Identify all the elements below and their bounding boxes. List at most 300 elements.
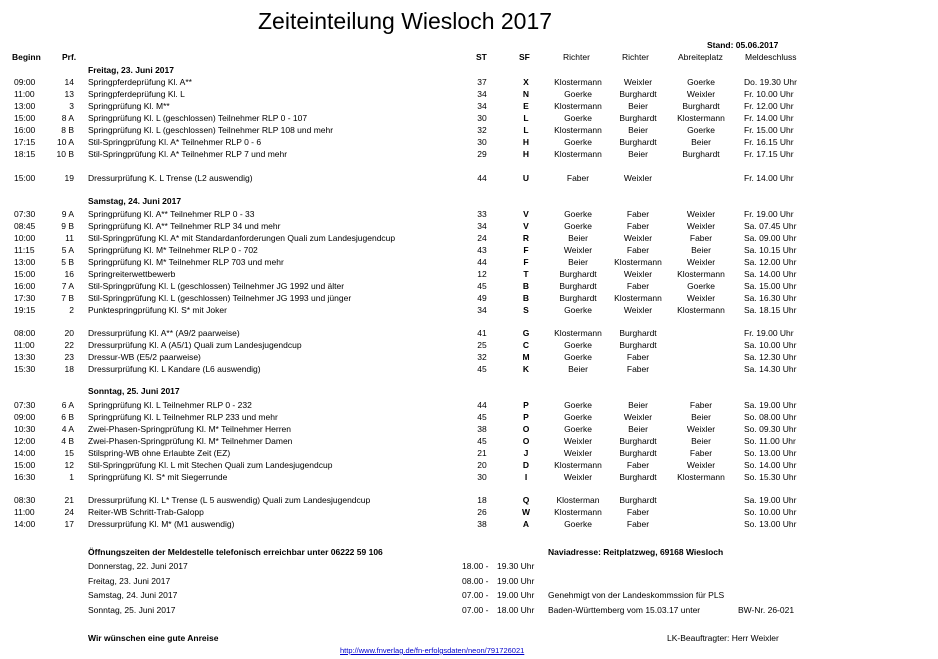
cell-time: 08:30 bbox=[14, 495, 36, 505]
oeffnungszeiten-heading: Öffnungszeiten der Meldestelle telefonisch erreichbar unter 06222 59 106 bbox=[88, 547, 383, 557]
cell-richter-2: Faber bbox=[626, 352, 650, 362]
cell-description: Springprüfung Kl. M** bbox=[88, 101, 170, 111]
cell-sf: C bbox=[522, 340, 530, 350]
cell-richter-1: Goerke bbox=[564, 412, 592, 422]
cell-prf: 6 B bbox=[61, 412, 74, 422]
cell-time: 16:30 bbox=[14, 472, 36, 482]
table-row bbox=[0, 101, 938, 112]
cell-time: 09:00 bbox=[14, 412, 36, 422]
cell-description: Zwei-Phasen-Springprüfung Kl. M* Teilnehmer Damen bbox=[88, 436, 293, 446]
cell-richter-1: Beier bbox=[568, 257, 588, 267]
cell-st: 34 bbox=[477, 305, 487, 315]
cell-time: 09:00 bbox=[14, 77, 36, 87]
opening-day: Donnerstag, 22. Juni 2017 bbox=[88, 561, 188, 571]
cell-richter-1: Goerke bbox=[564, 352, 592, 362]
cell-st: 45 bbox=[477, 436, 487, 446]
cell-sf: F bbox=[523, 245, 529, 255]
cell-time: 15:00 bbox=[14, 460, 36, 470]
cell-richter-2: Weixler bbox=[623, 305, 653, 315]
cell-meldeschluss: So. 10.00 Uhr bbox=[744, 507, 797, 517]
cell-richter-1: Beier bbox=[568, 233, 588, 243]
cell-richter-2: Faber bbox=[626, 245, 650, 255]
cell-richter-2: Faber bbox=[626, 209, 650, 219]
cell-description: Reiter-WB Schritt-Trab-Galopp bbox=[88, 507, 204, 517]
table-row bbox=[0, 281, 938, 292]
cell-st: 41 bbox=[477, 328, 487, 338]
opening-day: Samstag, 24. Juni 2017 bbox=[88, 590, 178, 600]
header-prf: Prf. bbox=[62, 52, 77, 62]
cell-sf: R bbox=[522, 233, 530, 243]
cell-sf: E bbox=[523, 101, 529, 111]
cell-richter-2: Beier bbox=[628, 424, 648, 434]
cell-prf: 4 A bbox=[61, 424, 74, 434]
cell-richter-1: Goerke bbox=[564, 113, 592, 123]
header-meldeschluss: Meldeschluss bbox=[745, 52, 797, 62]
cell-st: 32 bbox=[477, 352, 487, 362]
cell-st: 30 bbox=[477, 113, 487, 123]
cell-richter-2: Klostermann bbox=[614, 257, 662, 267]
cell-richter-2: Burghardt bbox=[619, 113, 657, 123]
cell-richter-1: Klostermann bbox=[554, 77, 602, 87]
cell-meldeschluss: Sa. 10.00 Uhr bbox=[744, 340, 797, 350]
cell-prf: 17 bbox=[64, 519, 74, 529]
cell-prf: 16 bbox=[64, 269, 74, 279]
cell-richter-2: Burghardt bbox=[619, 472, 657, 482]
table-row bbox=[0, 472, 938, 483]
cell-prf: 18 bbox=[64, 364, 74, 374]
cell-sf: K bbox=[522, 364, 530, 374]
cell-richter-2: Weixler bbox=[623, 77, 653, 87]
cell-sf: G bbox=[522, 328, 530, 338]
cell-richter-1: Klosterman bbox=[556, 495, 600, 505]
table-row bbox=[0, 173, 938, 184]
table-row bbox=[0, 305, 938, 316]
cell-st: 24 bbox=[477, 233, 487, 243]
cell-abreiteplatz: Klostermann bbox=[677, 113, 725, 123]
cell-st: 25 bbox=[477, 340, 487, 350]
cell-description: Stil-Springprüfung Kl. A* mit Standardanforderungen Quali zum Landesjugendcup bbox=[88, 233, 396, 243]
cell-richter-2: Burghardt bbox=[619, 495, 657, 505]
cell-sf: P bbox=[523, 412, 529, 422]
cell-st: 18 bbox=[477, 495, 487, 505]
cell-prf: 4 B bbox=[61, 436, 74, 446]
cell-description: Dressur-WB (E5/2 paarweise) bbox=[88, 352, 201, 362]
cell-st: 49 bbox=[477, 293, 487, 303]
cell-abreiteplatz: Beier bbox=[691, 245, 711, 255]
cell-description: Stilspring-WB ohne Erlaubte Zeit (EZ) bbox=[88, 448, 231, 458]
day-heading-friday: Freitag, 23. Juni 2017 bbox=[88, 65, 174, 75]
cell-richter-1: Goerke bbox=[564, 209, 592, 219]
cell-richter-2: Burghardt bbox=[619, 89, 657, 99]
cell-description: Springprüfung Kl. M* Teilnehmer RLP 0 - 702 bbox=[88, 245, 258, 255]
cell-st: 21 bbox=[477, 448, 487, 458]
cell-prf: 5 B bbox=[61, 257, 74, 267]
cell-richter-1: Goerke bbox=[564, 137, 592, 147]
cell-meldeschluss: So. 13.00 Uhr bbox=[744, 519, 797, 529]
cell-prf: 9 A bbox=[61, 209, 74, 219]
cell-description: Springprüfung Kl. L Teilnehmer RLP 0 - 232 bbox=[88, 400, 252, 410]
cell-time: 11:00 bbox=[14, 507, 35, 517]
table-row bbox=[0, 293, 938, 304]
cell-abreiteplatz: Goerke bbox=[687, 281, 715, 291]
opening-day: Freitag, 23. Juni 2017 bbox=[88, 576, 171, 586]
cell-meldeschluss: Fr. 14.00 Uhr bbox=[744, 173, 794, 183]
cell-meldeschluss: So. 08.00 Uhr bbox=[744, 412, 797, 422]
cell-abreiteplatz: Klostermann bbox=[677, 305, 725, 315]
cell-meldeschluss: Sa. 07.45 Uhr bbox=[744, 221, 797, 231]
cell-abreiteplatz: Weixler bbox=[686, 257, 716, 267]
table-row bbox=[0, 77, 938, 88]
cell-st: 43 bbox=[477, 245, 487, 255]
cell-description: Springprüfung Kl. L (geschlossen) Teilnehmer RLP 108 und mehr bbox=[88, 125, 334, 135]
cell-prf: 8 B bbox=[61, 125, 74, 135]
cell-st: 44 bbox=[477, 173, 487, 183]
cell-prf: 12 bbox=[64, 460, 74, 470]
cell-time: 13:30 bbox=[14, 352, 36, 362]
cell-time: 10:00 bbox=[14, 233, 36, 243]
cell-prf: 9 B bbox=[61, 221, 74, 231]
bw-text: Baden-Württemberg vom 15.03.17 unter bbox=[548, 605, 701, 615]
table-row bbox=[0, 495, 938, 506]
cell-st: 37 bbox=[477, 77, 487, 87]
cell-richter-1: Weixler bbox=[563, 448, 593, 458]
table-row bbox=[0, 519, 938, 530]
cell-richter-1: Burghardt bbox=[559, 293, 597, 303]
cell-sf: L bbox=[523, 113, 529, 123]
cell-description: Stil-Springprüfung Kl. A* Teilnehmer RLP 7 und mehr bbox=[88, 149, 288, 159]
cell-richter-2: Weixler bbox=[623, 233, 653, 243]
cell-richter-1: Goerke bbox=[564, 305, 592, 315]
results-link[interactable]: http://www.fnverlag.de/fn-erfolgsdaten/neon/791726021 bbox=[340, 646, 525, 655]
cell-st: 33 bbox=[477, 209, 487, 219]
cell-richter-1: Goerke bbox=[564, 221, 592, 231]
cell-st: 29 bbox=[477, 149, 487, 159]
cell-st: 12 bbox=[477, 269, 487, 279]
cell-prf: 23 bbox=[64, 352, 74, 362]
opening-from: 08.00 - bbox=[462, 576, 489, 586]
cell-time: 10:30 bbox=[14, 424, 36, 434]
table-row bbox=[0, 89, 938, 100]
cell-sf: J bbox=[523, 448, 529, 458]
table-row bbox=[0, 269, 938, 280]
cell-richter-1: Goerke bbox=[564, 400, 592, 410]
cell-richter-2: Burghardt bbox=[619, 137, 657, 147]
farewell-text: Wir wünschen eine gute Anreise bbox=[88, 633, 219, 643]
cell-richter-2: Beier bbox=[628, 149, 648, 159]
cell-richter-1: Burghardt bbox=[559, 281, 597, 291]
stand-date: Stand: 05.06.2017 bbox=[707, 40, 779, 50]
cell-abreiteplatz: Weixler bbox=[686, 209, 716, 219]
cell-meldeschluss: So. 15.30 Uhr bbox=[744, 472, 797, 482]
cell-meldeschluss: Sa. 09.00 Uhr bbox=[744, 233, 797, 243]
cell-richter-1: Weixler bbox=[563, 436, 593, 446]
cell-st: 38 bbox=[477, 519, 487, 529]
cell-time: 19:15 bbox=[14, 305, 36, 315]
cell-description: Dressurprüfung Kl. A (A5/1) Quali zum Landesjugendcup bbox=[88, 340, 302, 350]
cell-richter-1: Klostermann bbox=[554, 125, 602, 135]
cell-sf: D bbox=[522, 460, 530, 470]
cell-abreiteplatz: Weixler bbox=[686, 89, 716, 99]
cell-richter-1: Goerke bbox=[564, 89, 592, 99]
cell-time: 11:00 bbox=[14, 340, 35, 350]
cell-abreiteplatz: Burghardt bbox=[682, 149, 720, 159]
cell-st: 26 bbox=[477, 507, 487, 517]
cell-time: 17:15 bbox=[14, 137, 36, 147]
cell-meldeschluss: Fr. 17.15 Uhr bbox=[744, 149, 794, 159]
cell-meldeschluss: Sa. 19.00 Uhr bbox=[744, 400, 797, 410]
day-heading-saturday: Samstag, 24. Juni 2017 bbox=[88, 196, 182, 206]
opening-to: 19.00 Uhr bbox=[497, 576, 535, 586]
cell-meldeschluss: Sa. 18.15 Uhr bbox=[744, 305, 797, 315]
cell-richter-1: Klostermann bbox=[554, 328, 602, 338]
table-row bbox=[0, 328, 938, 339]
table-row bbox=[0, 412, 938, 423]
cell-st: 45 bbox=[477, 281, 487, 291]
table-row bbox=[0, 245, 938, 256]
cell-richter-1: Klostermann bbox=[554, 460, 602, 470]
navi-address: Naviadresse: Reitplatzweg, 69168 Wiesloch bbox=[548, 547, 724, 557]
cell-st: 34 bbox=[477, 101, 487, 111]
cell-abreiteplatz: Goerke bbox=[687, 125, 715, 135]
cell-prf: 20 bbox=[64, 328, 74, 338]
cell-description: Dressurprüfung Kl. L* Trense (L 5 auswendig) Quali zum Landesjugendcup bbox=[88, 495, 371, 505]
bw-number: BW-Nr. 26-021 bbox=[738, 605, 795, 615]
cell-abreiteplatz: Beier bbox=[691, 436, 711, 446]
cell-abreiteplatz: Weixler bbox=[686, 460, 716, 470]
cell-meldeschluss: Sa. 10.15 Uhr bbox=[744, 245, 797, 255]
cell-meldeschluss: So. 14.00 Uhr bbox=[744, 460, 797, 470]
cell-richter-2: Faber bbox=[626, 507, 650, 517]
cell-st: 45 bbox=[477, 364, 487, 374]
cell-time: 13:00 bbox=[14, 101, 36, 111]
table-row bbox=[0, 221, 938, 232]
cell-time: 16:00 bbox=[14, 125, 36, 135]
table-row bbox=[0, 233, 938, 244]
cell-sf: A bbox=[522, 519, 530, 529]
cell-richter-1: Weixler bbox=[563, 472, 593, 482]
cell-richter-1: Beier bbox=[568, 364, 588, 374]
cell-abreiteplatz: Weixler bbox=[686, 424, 716, 434]
cell-sf: M bbox=[522, 352, 530, 362]
cell-st: 34 bbox=[477, 221, 487, 231]
cell-description: Dressurprüfung Kl. A** (A9/2 paarweise) bbox=[88, 328, 240, 338]
cell-st: 32 bbox=[477, 125, 487, 135]
cell-sf: Q bbox=[522, 495, 530, 505]
cell-time: 14:00 bbox=[14, 519, 36, 529]
cell-prf: 7 B bbox=[61, 293, 74, 303]
cell-time: 08:00 bbox=[14, 328, 36, 338]
cell-description: Stil-Springprüfung Kl. L (geschlossen) Teilnehmer JG 1993 und jünger bbox=[88, 293, 352, 303]
cell-st: 30 bbox=[477, 137, 487, 147]
table-row bbox=[0, 424, 938, 435]
cell-meldeschluss: So. 11.00 Uhr bbox=[744, 436, 796, 446]
cell-description: Zwei-Phasen-Springprüfung Kl. M* Teilnehmer Herren bbox=[88, 424, 291, 434]
cell-time: 16:00 bbox=[14, 281, 36, 291]
cell-sf: X bbox=[523, 77, 529, 87]
cell-prf: 19 bbox=[64, 173, 74, 183]
cell-description: Dressurprüfung Kl. L Kandare (L6 auswendig) bbox=[88, 364, 261, 374]
opening-from: 07.00 - bbox=[462, 605, 489, 615]
cell-description: Springprüfung Kl. L (geschlossen) Teilnehmer RLP 0 - 107 bbox=[88, 113, 308, 123]
header-richter-1: Richter bbox=[563, 52, 590, 62]
cell-meldeschluss: Fr. 12.00 Uhr bbox=[744, 101, 794, 111]
cell-sf: S bbox=[523, 305, 529, 315]
cell-richter-2: Faber bbox=[626, 364, 650, 374]
cell-meldeschluss: Do. 19.30 Uhr bbox=[744, 77, 797, 87]
table-row bbox=[0, 113, 938, 124]
cell-meldeschluss: So. 09.30 Uhr bbox=[744, 424, 797, 434]
cell-abreiteplatz: Burghardt bbox=[682, 101, 720, 111]
cell-st: 44 bbox=[477, 257, 487, 267]
cell-meldeschluss: Fr. 19.00 Uhr bbox=[744, 209, 794, 219]
cell-richter-1: Faber bbox=[566, 173, 590, 183]
cell-meldeschluss: Sa. 16.30 Uhr bbox=[744, 293, 797, 303]
cell-richter-2: Burghardt bbox=[619, 328, 657, 338]
cell-richter-2: Faber bbox=[626, 519, 650, 529]
cell-richter-2: Weixler bbox=[623, 269, 653, 279]
cell-meldeschluss: Fr. 19.00 Uhr bbox=[744, 328, 794, 338]
header-sf: SF bbox=[519, 52, 530, 62]
cell-description: Springpferdeprüfung Kl. L bbox=[88, 89, 185, 99]
table-row bbox=[0, 257, 938, 268]
cell-prf: 6 A bbox=[61, 400, 74, 410]
cell-sf: V bbox=[523, 221, 529, 231]
cell-description: Stil-Springprüfung Kl. L (geschlossen) Teilnehmer JG 1992 und älter bbox=[88, 281, 345, 291]
cell-sf: N bbox=[522, 89, 530, 99]
cell-meldeschluss: Sa. 12.30 Uhr bbox=[744, 352, 797, 362]
cell-time: 18:15 bbox=[14, 149, 36, 159]
table-row bbox=[0, 125, 938, 136]
genehmigt-text: Genehmigt von der Landeskommssion für PLS bbox=[548, 590, 725, 600]
cell-richter-1: Burghardt bbox=[559, 269, 597, 279]
cell-meldeschluss: Sa. 12.00 Uhr bbox=[744, 257, 797, 267]
opening-day: Sonntag, 25. Juni 2017 bbox=[88, 605, 176, 615]
cell-time: 13:00 bbox=[14, 257, 36, 267]
cell-abreiteplatz: Beier bbox=[691, 137, 711, 147]
cell-description: Springprüfung Kl. A** Teilnehmer RLP 34 und mehr bbox=[88, 221, 281, 231]
cell-description: Stil-Springprüfung Kl. A* Teilnehmer RLP 0 - 6 bbox=[88, 137, 262, 147]
cell-sf: H bbox=[522, 137, 530, 147]
cell-richter-2: Faber bbox=[626, 460, 650, 470]
cell-meldeschluss: So. 13.00 Uhr bbox=[744, 448, 797, 458]
opening-to: 19.30 Uhr bbox=[497, 561, 535, 571]
header-beginn: Beginn bbox=[12, 52, 41, 62]
cell-time: 11:15 bbox=[14, 245, 35, 255]
cell-meldeschluss: Sa. 19.00 Uhr bbox=[744, 495, 797, 505]
header-richter-2: Richter bbox=[622, 52, 649, 62]
lk-beauftragter: LK-Beauftragter: Herr Weixler bbox=[667, 633, 779, 643]
table-row bbox=[0, 448, 938, 459]
cell-richter-2: Beier bbox=[628, 400, 648, 410]
cell-abreiteplatz: Weixler bbox=[686, 221, 716, 231]
opening-to: 19.00 Uhr bbox=[497, 590, 535, 600]
cell-description: Dressurprüfung Kl. M* (M1 auswendig) bbox=[88, 519, 235, 529]
cell-description: Springpferdeprüfung Kl. A** bbox=[88, 77, 192, 87]
cell-prf: 14 bbox=[64, 77, 74, 87]
cell-richter-2: Weixler bbox=[623, 173, 653, 183]
cell-description: Springprüfung Kl. S* mit Siegerrunde bbox=[88, 472, 228, 482]
cell-richter-1: Goerke bbox=[564, 340, 592, 350]
cell-st: 45 bbox=[477, 412, 487, 422]
cell-richter-1: Klostermann bbox=[554, 101, 602, 111]
cell-prf: 10 B bbox=[56, 149, 74, 159]
table-row bbox=[0, 352, 938, 363]
cell-description: Springprüfung Kl. M* Teilnehmer RLP 703 und mehr bbox=[88, 257, 284, 267]
cell-description: Springreiterwettbewerb bbox=[88, 269, 176, 279]
cell-st: 44 bbox=[477, 400, 487, 410]
cell-time: 15:00 bbox=[14, 113, 36, 123]
cell-description: Punktespringprüfung Kl. S* mit Joker bbox=[88, 305, 227, 315]
cell-st: 20 bbox=[477, 460, 487, 470]
cell-richter-1: Goerke bbox=[564, 424, 592, 434]
opening-from: 18.00 - bbox=[462, 561, 489, 571]
cell-sf: W bbox=[521, 507, 531, 517]
cell-meldeschluss: Fr. 15.00 Uhr bbox=[744, 125, 794, 135]
cell-meldeschluss: Sa. 14.00 Uhr bbox=[744, 269, 797, 279]
opening-from: 07.00 - bbox=[462, 590, 489, 600]
cell-prf: 22 bbox=[64, 340, 74, 350]
table-row bbox=[0, 436, 938, 447]
cell-sf: L bbox=[523, 125, 529, 135]
cell-sf: I bbox=[524, 472, 528, 482]
cell-prf: 24 bbox=[64, 507, 74, 517]
cell-abreiteplatz: Goerke bbox=[687, 77, 715, 87]
table-row bbox=[0, 137, 938, 148]
cell-prf: 13 bbox=[64, 89, 74, 99]
cell-prf: 2 bbox=[69, 305, 74, 315]
table-row bbox=[0, 209, 938, 220]
cell-meldeschluss: Fr. 16.15 Uhr bbox=[744, 137, 794, 147]
table-row bbox=[0, 460, 938, 471]
cell-st: 30 bbox=[477, 472, 487, 482]
cell-richter-2: Faber bbox=[626, 221, 650, 231]
cell-richter-2: Burghardt bbox=[619, 340, 657, 350]
cell-sf: F bbox=[523, 257, 529, 267]
cell-time: 14:00 bbox=[14, 448, 36, 458]
cell-st: 38 bbox=[477, 424, 487, 434]
cell-prf: 11 bbox=[65, 233, 74, 243]
cell-sf: O bbox=[522, 424, 530, 434]
table-row bbox=[0, 400, 938, 411]
cell-prf: 3 bbox=[69, 101, 74, 111]
cell-abreiteplatz: Klostermann bbox=[677, 269, 725, 279]
cell-time: 11:00 bbox=[14, 89, 35, 99]
cell-richter-2: Burghardt bbox=[619, 448, 657, 458]
cell-time: 12:00 bbox=[14, 436, 36, 446]
cell-richter-2: Beier bbox=[628, 101, 648, 111]
cell-sf: B bbox=[522, 281, 530, 291]
cell-richter-1: Goerke bbox=[564, 519, 592, 529]
cell-description: Dressurprüfung K. L Trense (L2 auswendig) bbox=[88, 173, 253, 183]
cell-abreiteplatz: Beier bbox=[691, 412, 711, 422]
cell-richter-1: Klostermann bbox=[554, 507, 602, 517]
page-title: Zeiteinteilung Wiesloch 2017 bbox=[258, 8, 553, 34]
day-heading-sunday: Sonntag, 25. Juni 2017 bbox=[88, 386, 180, 396]
header-abreiteplatz: Abreiteplatz bbox=[678, 52, 723, 62]
cell-sf: P bbox=[523, 400, 529, 410]
cell-abreiteplatz: Klostermann bbox=[677, 472, 725, 482]
cell-prf: 7 A bbox=[61, 281, 74, 291]
cell-prf: 1 bbox=[69, 472, 74, 482]
table-row bbox=[0, 340, 938, 351]
table-row bbox=[0, 364, 938, 375]
cell-richter-2: Klostermann bbox=[614, 293, 662, 303]
cell-prf: 5 A bbox=[61, 245, 74, 255]
cell-richter-1: Klostermann bbox=[554, 149, 602, 159]
cell-prf: 21 bbox=[64, 495, 74, 505]
header-st: ST bbox=[476, 52, 487, 62]
cell-richter-1: Weixler bbox=[563, 245, 593, 255]
